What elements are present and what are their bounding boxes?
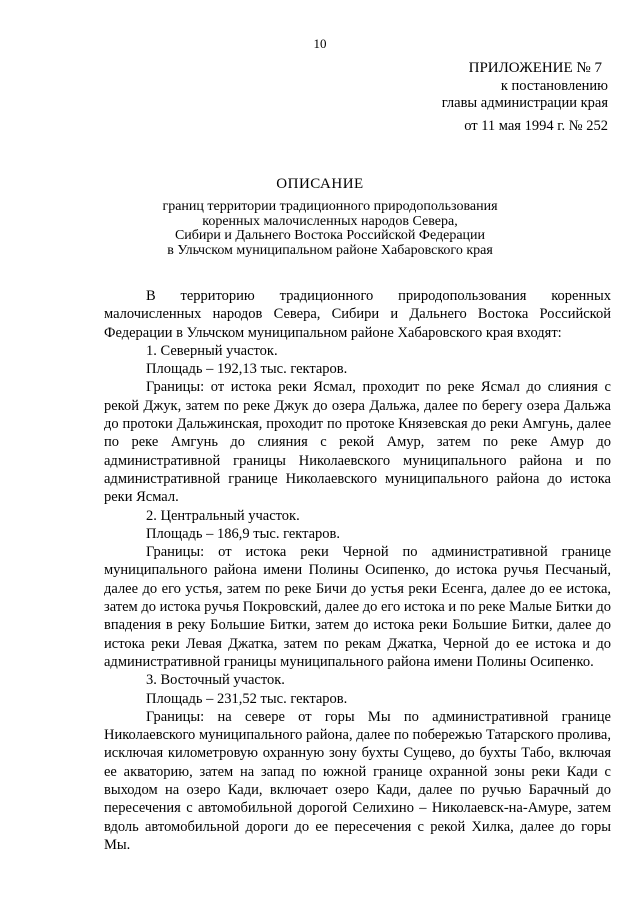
boundaries-north: Границы: от истока реки Ясмал, проходит по реке Ясмал до слияния с рекой Джук, затем по реке Джук до озера Дальжа, далее по берегу озера Дальжа до протоки Дальжинская, проходит по протоке Князевская до реки Амгунь, далее по реке Амгунь до слияния с рекой Амур, затем по реке Амур до административной границы Николаевского муниципального района и по административной границе Николаевского муниципального района до истока реки Ясмал.: [104, 379, 611, 506]
appendix-title: ПРИЛОЖЕНИЕ № 7: [468, 60, 602, 76]
boundaries-east: Границы: на севере от горы Мы по административной границе Николаевского муниципального района, далее по побережью Татарского пролива, исключая километровую охранную зону бухты Сущево, до бухты Табо, включая ее акваторию, затем на запад по южной границе охранной зоны реки Кади с выходом на озеро Кади, включает озеро Кади, далее по ручью Барачный до пересечения с автомобильной дорогой Селихино – Николаевск-на-Амуре, затем вдоль автомобильной дороги до ее пересечения с рекой Хилка, далее до горы Мы.: [104, 708, 611, 853]
document-subtitle: [150, 200, 510, 258]
appendix-authority-line: главы администрации края: [441, 95, 608, 111]
subtitle-line: в Ульчском муниципальном районе Хабаровского края: [167, 242, 493, 258]
document-title: ОПИСАНИЕ: [276, 176, 364, 192]
page-number: 10: [313, 36, 327, 51]
subtitle-line: Сибири и Дальнего Востока Российской Федерации: [174, 228, 486, 243]
appendix-decree-line: к постановлению: [500, 78, 608, 94]
section-heading-central: 2. Центральный участок.: [146, 507, 300, 524]
area-central: Площадь – 186,9 тыс. гектаров.: [146, 525, 341, 542]
subtitle-line: границ территории традиционного природопользования: [162, 199, 498, 214]
appendix-date: от 11 мая 1994 г. № 252: [464, 118, 608, 134]
document-body: [104, 287, 611, 854]
boundaries-central: Границы: от истока реки Черной по административной границе муниципального района имени Полины Осипенко, до истока ручья Песчаный, далее до его устья, затем по реке Бичи до устья реки Есенга, далее до ее истока, затем до истока ручья Покровский, далее до его истока и по реке Малые Битки до впадения в реку Большие Битки, затем до истока реки Большие Битки, далее до истока реки Левая Джатка, затем по рекам Джатка, Черной до ее истока и до административной границы муниципального района имени Полины Осипенко.: [104, 544, 611, 670]
appendix-header: [442, 60, 608, 135]
section-heading-north: 1. Северный участок.: [146, 342, 278, 359]
subtitle-line: коренных малочисленных народов Севера,: [202, 213, 458, 229]
section-heading-east: 3. Восточный участок.: [146, 672, 285, 689]
intro-paragraph: В территорию традиционного природопользования коренных малочисленных народов Севера, Сибири и Дальнего Востока Российской Федерации в Ульчском муниципальном районе Хабаровского края входят:: [104, 288, 611, 341]
area-north: Площадь – 192,13 тыс. гектаров.: [146, 361, 348, 378]
area-east: Площадь – 231,52 тыс. гектаров.: [146, 690, 348, 707]
